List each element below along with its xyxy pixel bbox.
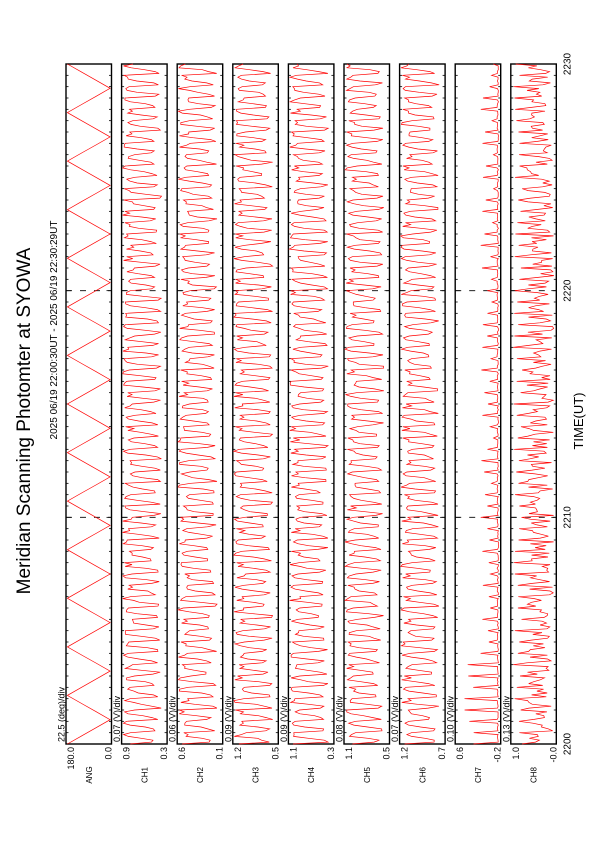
y-tick-label-min: 0.5 (381, 747, 392, 760)
y-tick-label-max: 0.9 (121, 747, 132, 760)
y-tick-label-min: -0.0 (548, 747, 559, 763)
y-tick-label-max: 1.2 (232, 747, 243, 760)
panel-channel-label: CH4 (307, 766, 317, 784)
panel-ch7 (446, 64, 503, 783)
series-line-ch4 (289, 64, 328, 744)
panel-scale-label: 0.08 (V)/div (334, 695, 345, 742)
series-line-ch5 (345, 64, 384, 744)
panel-scale-label: 0.13 (V)/div (501, 695, 512, 742)
panel-scale-label: 22.5 (deg)/div (56, 686, 67, 742)
x-tick-label: 2200 (562, 732, 574, 756)
panel-scale-label: 0.09 (V)/div (278, 695, 289, 742)
y-tick-label-max: 0.6 (455, 747, 466, 760)
panel-ch3 (223, 64, 280, 783)
x-tick-label: 2220 (562, 279, 574, 302)
panel-scale-label: 0.10 (V)/div (445, 695, 456, 742)
y-tick-label-min: 0.7 (437, 747, 448, 760)
x-axis-label: TIME(UT) (571, 392, 586, 450)
panel-ch8 (501, 64, 558, 783)
y-tick-label-max: 1.1 (344, 747, 354, 760)
y-tick-label-min: 0.1 (214, 747, 225, 760)
y-tick-label-min: 0.3 (159, 747, 170, 760)
series-line-ch3 (234, 64, 273, 744)
panel-channel-label: CH2 (195, 766, 205, 784)
series-line-ang (67, 64, 110, 744)
panel-frame (455, 64, 501, 744)
y-tick-label-min: 0.0 (103, 747, 114, 760)
y-tick-label-min: 0.5 (270, 747, 281, 760)
y-tick-label-min: 0.3 (325, 747, 336, 760)
chart-title: Meridian Scanning Photomter at SYOWA (14, 247, 35, 595)
y-tick-label-min: -0.2 (492, 747, 503, 763)
y-tick-label-max: 1.0 (510, 747, 521, 760)
series-line-ch2 (178, 64, 217, 744)
panel-frame (66, 64, 112, 744)
x-tick-label: 2230 (562, 52, 574, 76)
series-line-ch7 (465, 64, 499, 744)
panel-channel-label: ANG (84, 766, 94, 784)
panel-ch6 (390, 64, 447, 783)
panel-ch5 (335, 64, 392, 783)
series-line-ch8 (513, 64, 554, 744)
panel-ch4 (279, 64, 336, 783)
panel-channel-label: CH8 (529, 766, 539, 784)
y-tick-label-max: 1.2 (399, 747, 410, 760)
panel-ang (57, 64, 114, 784)
panel-channel-label: CH5 (362, 766, 372, 784)
y-tick-label-max: 0.6 (177, 747, 188, 760)
y-tick-label-max: 1.1 (288, 747, 299, 760)
panel-channel-label: CH3 (251, 766, 261, 784)
panel-scale-label: 0.06 (V)/div (167, 695, 178, 742)
panel-ch2 (168, 64, 225, 783)
panel-channel-label: CH6 (418, 766, 428, 784)
panel-scale-label: 0.07 (V)/div (390, 695, 401, 742)
x-tick-label: 2210 (562, 506, 574, 529)
panel-scale-label: 0.07 (V)/div (112, 695, 123, 742)
panel-channel-label: CH7 (473, 766, 483, 784)
series-line-ch6 (401, 64, 440, 744)
panel-scale-label: 0.09 (V)/div (223, 695, 234, 742)
y-tick-label-max: 180.0 (66, 747, 76, 770)
panel-channel-label: CH1 (140, 766, 150, 784)
chart-subtitle: 2025 06/19 22:00:30UT - 2025 06/19 22:30:29UT (49, 220, 60, 440)
series-line-ch1 (123, 64, 162, 744)
panel-ch1 (112, 64, 169, 783)
